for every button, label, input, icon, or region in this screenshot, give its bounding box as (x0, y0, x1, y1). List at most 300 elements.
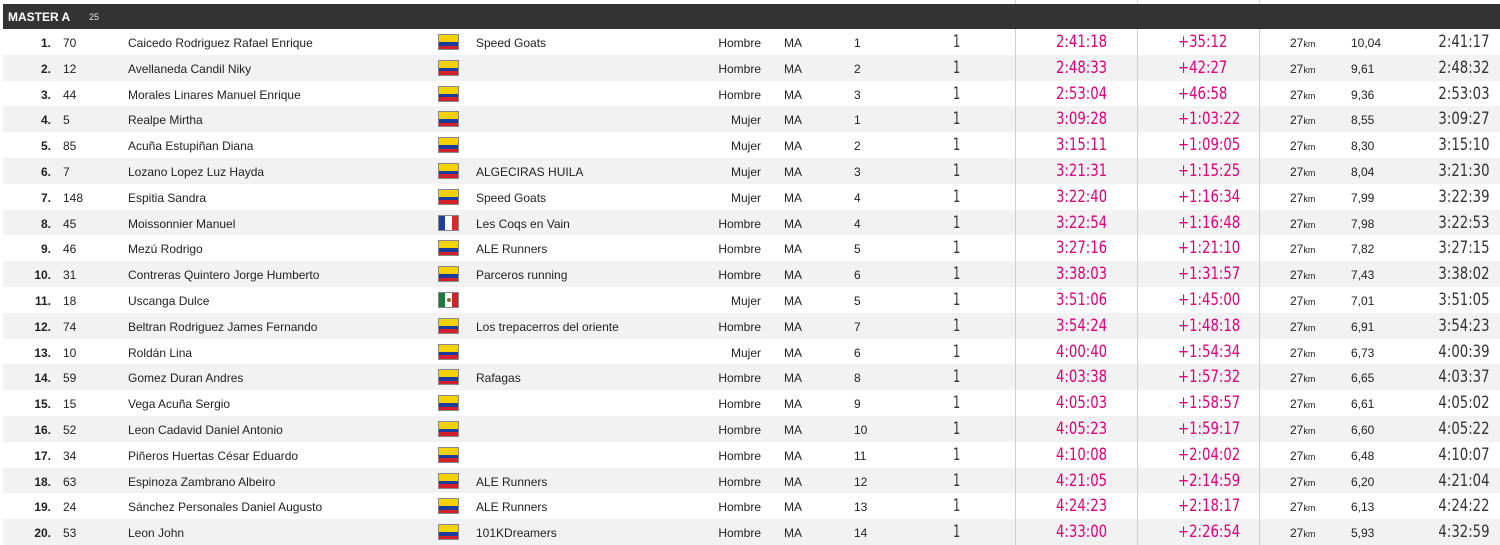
column-separator (1259, 261, 1260, 287)
distance-value: 27 (1290, 268, 1304, 283)
distance-unit: km (1303, 271, 1316, 282)
colombia-flag-icon (438, 189, 459, 205)
real-time: 3:51:05 (1438, 289, 1490, 310)
bib-number: 70 (63, 36, 77, 50)
colombia-flag-icon (438, 60, 459, 76)
race-time: 3:54:24 (1056, 315, 1108, 336)
race-time: 2:53:04 (1056, 83, 1108, 104)
colombia-flag-icon (438, 318, 459, 334)
race-time: 4:21:05 (1056, 470, 1108, 491)
club-name: Rafagas (476, 371, 521, 386)
column-separator (1259, 442, 1260, 468)
distance (1290, 475, 1315, 489)
column-separator (1015, 184, 1016, 210)
distance-unit: km (1303, 142, 1316, 153)
result-row[interactable] (3, 468, 1500, 494)
column-separator (1015, 132, 1016, 158)
time-gap: +2:26:54 (1178, 522, 1241, 543)
column-separator (1259, 106, 1260, 132)
gender: Mujer (730, 190, 761, 205)
time-gap: +1:57:32 (1178, 367, 1241, 388)
result-row[interactable] (3, 313, 1500, 339)
mexico-flag-icon (438, 292, 459, 308)
real-time: 4:24:22 (1438, 496, 1490, 517)
column-separator (1259, 29, 1260, 55)
speed: 7,98 (1351, 216, 1375, 231)
distance-value: 27 (1290, 190, 1304, 205)
colombia-flag-icon (438, 137, 459, 153)
club-name: Les Coqs en Vain (476, 216, 570, 231)
result-row[interactable] (3, 261, 1500, 287)
column-separator (1259, 364, 1260, 390)
race-time: 3:21:31 (1056, 160, 1108, 181)
distance-value: 27 (1290, 397, 1304, 412)
time-gap: +1:59:17 (1178, 418, 1241, 439)
bib-number: 12 (63, 61, 77, 76)
category-rank: 1 (854, 36, 861, 50)
distance-unit: km (1303, 503, 1316, 514)
result-row[interactable] (3, 184, 1500, 210)
distance (1290, 397, 1315, 411)
distance-value: 27 (1290, 139, 1304, 154)
bib-number: 10 (63, 345, 77, 360)
real-time: 4:10:07 (1438, 444, 1490, 465)
category-rank: 4 (854, 190, 861, 205)
speed: 10,04 (1351, 36, 1382, 50)
result-row[interactable] (3, 106, 1500, 132)
rank: 9. (40, 242, 51, 257)
column-separator (1015, 416, 1016, 442)
bib-number: 18 (63, 293, 77, 308)
category: MA (784, 190, 802, 205)
bib-number: 7 (63, 164, 70, 179)
time-gap: +2:14:59 (1178, 470, 1241, 491)
runner-name: Espitia Sandra (128, 190, 207, 205)
time-gap: +1:21:10 (1178, 238, 1241, 259)
gender: Hombre (718, 36, 761, 50)
column-separator (1259, 184, 1260, 210)
category: MA (784, 319, 802, 334)
rank: 5. (40, 139, 51, 154)
distance-unit: km (1303, 348, 1316, 359)
colombia-flag-icon (438, 266, 459, 282)
colombia-flag-icon (438, 344, 459, 360)
distance-value: 27 (1290, 526, 1304, 541)
laps: 1 (953, 315, 961, 336)
distance-value: 27 (1290, 113, 1304, 128)
column-separator (1137, 55, 1138, 81)
club-name: 101KDreamers (476, 526, 557, 541)
result-row[interactable] (3, 364, 1500, 390)
column-separator (1015, 29, 1016, 55)
runner-name: Realpe Mirtha (128, 113, 203, 128)
column-separator (1259, 468, 1260, 494)
distance-unit: km (1303, 477, 1316, 488)
rank: 15. (34, 397, 51, 412)
real-time: 4:21:04 (1438, 470, 1490, 491)
result-row[interactable] (3, 339, 1500, 365)
distance-unit: km (1303, 90, 1316, 101)
result-row[interactable] (3, 287, 1500, 313)
result-row[interactable] (3, 442, 1500, 468)
time-gap: +1:16:34 (1178, 186, 1241, 207)
column-separator (1259, 158, 1260, 184)
column-separator (1259, 287, 1260, 313)
time-gap: +46:58 (1178, 83, 1228, 104)
speed: 7,82 (1351, 242, 1375, 257)
speed: 9,36 (1351, 87, 1375, 102)
runner-name: Moissonnier Manuel (128, 216, 236, 231)
laps: 1 (953, 186, 961, 207)
runner-name: Mezú Rodrigo (128, 242, 203, 257)
time-gap: +1:48:18 (1178, 315, 1241, 336)
gender: Hombre (718, 422, 761, 437)
rank: 20. (34, 526, 51, 541)
column-separator (1015, 493, 1016, 519)
real-time: 3:38:02 (1438, 264, 1490, 285)
distance-unit: km (1303, 167, 1316, 178)
distance-value: 27 (1290, 216, 1304, 231)
club-name: Los trepacerros del oriente (476, 319, 619, 334)
speed: 6,48 (1351, 448, 1375, 463)
distance-unit: km (1303, 425, 1316, 436)
distance-value: 27 (1290, 61, 1304, 76)
category-rank: 1 (854, 113, 861, 128)
rank: 16. (34, 422, 51, 437)
runner-name: Gomez Duran Andres (128, 371, 244, 386)
distance-unit: km (1303, 400, 1316, 411)
distance-value: 27 (1290, 448, 1304, 463)
race-time: 3:22:54 (1056, 212, 1108, 233)
rank: 10. (34, 268, 51, 283)
time-gap: +1:15:25 (1178, 160, 1241, 181)
category-rank: 9 (854, 397, 861, 412)
column-separator (1015, 442, 1016, 468)
real-time: 3:15:10 (1438, 135, 1490, 156)
column-separator (1015, 210, 1016, 236)
column-separator (1259, 210, 1260, 236)
distance-unit: km (1303, 245, 1316, 256)
distance-value: 27 (1290, 319, 1304, 334)
club-name: Speed Goats (476, 190, 547, 205)
race-time: 4:00:40 (1056, 341, 1108, 362)
rank: 1. (40, 36, 51, 50)
category-rank: 5 (854, 293, 861, 308)
distance (1290, 526, 1315, 540)
column-separator (1015, 364, 1016, 390)
colombia-flag-icon (438, 421, 459, 437)
gender: Hombre (718, 242, 761, 257)
column-separator (1259, 55, 1260, 81)
distance (1290, 371, 1315, 385)
column-separator (1137, 493, 1138, 519)
gender: Hombre (718, 371, 761, 386)
distance-unit: km (1303, 193, 1316, 204)
colombia-flag-icon (438, 498, 459, 514)
category-rank: 13 (854, 500, 868, 515)
real-time: 2:41:17 (1438, 32, 1490, 52)
colombia-flag-icon (438, 111, 459, 127)
bib-number: 63 (63, 474, 77, 489)
runner-name: Lozano Lopez Luz Hayda (128, 164, 265, 179)
bib-number: 31 (63, 268, 77, 283)
rank: 4. (40, 113, 51, 128)
distance (1290, 423, 1315, 437)
bib-number: 34 (63, 448, 77, 463)
time-gap: +1:54:34 (1178, 341, 1241, 362)
column-separator (1137, 106, 1138, 132)
distance (1290, 139, 1315, 153)
result-row[interactable] (3, 132, 1500, 158)
category: MA (784, 216, 802, 231)
column-separator (1015, 261, 1016, 287)
column-separator (1137, 364, 1138, 390)
rank: 2. (40, 61, 51, 76)
distance (1290, 217, 1315, 231)
speed: 6,20 (1351, 474, 1375, 489)
gender: Hombre (718, 61, 761, 76)
gender: Hombre (718, 216, 761, 231)
real-time: 3:27:15 (1438, 238, 1490, 259)
runner-name: Morales Linares Manuel Enrique (128, 87, 301, 102)
race-time: 2:48:33 (1056, 57, 1108, 78)
speed: 5,93 (1351, 526, 1375, 541)
real-time: 3:22:53 (1438, 212, 1490, 233)
rank: 14. (34, 371, 51, 386)
gender: Hombre (718, 500, 761, 515)
distance (1290, 242, 1315, 256)
column-separator (1259, 235, 1260, 261)
distance-value: 27 (1290, 422, 1304, 437)
gender: Mujer (730, 139, 761, 154)
result-row[interactable] (3, 210, 1500, 236)
laps: 1 (953, 238, 961, 259)
laps: 1 (953, 289, 961, 310)
real-time: 2:48:32 (1438, 57, 1490, 78)
column-separator (1137, 313, 1138, 339)
category: MA (784, 139, 802, 154)
category-rank: 4 (854, 216, 861, 231)
distance-unit: km (1303, 64, 1316, 75)
distance-value: 27 (1290, 345, 1304, 360)
column-separator (1137, 416, 1138, 442)
colombia-flag-icon (438, 473, 459, 489)
real-time: 4:00:39 (1438, 341, 1490, 362)
category: MA (784, 36, 802, 50)
column-separator (1259, 519, 1260, 545)
bib-number: 74 (63, 319, 77, 334)
real-time: 3:22:39 (1438, 186, 1490, 207)
category: MA (784, 242, 802, 257)
rank: 11. (34, 293, 51, 308)
time-gap: +1:45:00 (1178, 289, 1241, 310)
speed: 8,30 (1351, 139, 1375, 154)
distance (1290, 165, 1315, 179)
gender: Hombre (718, 87, 761, 102)
rank: 13. (34, 345, 51, 360)
column-separator (1137, 390, 1138, 416)
time-gap: +1:09:05 (1178, 135, 1241, 156)
runner-name: Uscanga Dulce (128, 293, 210, 308)
column-separator (1137, 287, 1138, 313)
laps: 1 (953, 160, 961, 181)
column-separator (1259, 493, 1260, 519)
bib-number: 85 (63, 139, 77, 154)
distance-value: 27 (1290, 87, 1304, 102)
category-rank: 6 (854, 345, 861, 360)
speed: 7,43 (1351, 268, 1375, 283)
category: MA (784, 474, 802, 489)
distance-unit: km (1303, 219, 1316, 230)
runner-name: Leon Cadavid Daniel Antonio (128, 422, 283, 437)
column-separator (1259, 313, 1260, 339)
colombia-flag-icon (438, 524, 459, 540)
results-table (3, 29, 1500, 545)
distance-value: 27 (1290, 371, 1304, 386)
column-separator (1137, 468, 1138, 494)
result-row[interactable] (3, 416, 1500, 442)
rank: 17. (34, 448, 51, 463)
club-name: Parceros running (476, 268, 568, 283)
category: MA (784, 371, 802, 386)
laps: 1 (953, 367, 961, 388)
category-rank: 2 (854, 139, 861, 154)
distance-unit: km (1303, 322, 1316, 333)
speed: 8,55 (1351, 113, 1375, 128)
distance-value: 27 (1290, 474, 1304, 489)
column-separator (1137, 81, 1138, 107)
speed: 7,99 (1351, 190, 1375, 205)
time-gap: +2:18:17 (1178, 496, 1241, 517)
club-name: ALGECIRAS HUILA (476, 164, 584, 179)
runner-name: Vega Acuña Sergio (128, 397, 231, 412)
result-row[interactable] (3, 390, 1500, 416)
france-flag-icon (438, 215, 459, 231)
bib-number: 45 (63, 216, 77, 231)
time-gap: +35:12 (1178, 32, 1228, 52)
result-row[interactable] (3, 81, 1500, 107)
time-gap: +1:31:57 (1178, 264, 1241, 285)
real-time: 4:05:02 (1438, 393, 1490, 414)
distance (1290, 320, 1315, 334)
gender: Hombre (718, 397, 761, 412)
speed: 6,13 (1351, 500, 1375, 515)
distance (1290, 191, 1315, 205)
distance-value: 27 (1290, 293, 1304, 308)
runner-name: Leon John (128, 526, 185, 541)
bib-number: 52 (63, 422, 77, 437)
result-row[interactable] (3, 235, 1500, 261)
real-time: 4:03:37 (1438, 367, 1490, 388)
race-time: 3:09:28 (1056, 109, 1108, 130)
laps: 1 (953, 32, 961, 52)
column-separator (1015, 287, 1016, 313)
race-time: 3:22:40 (1056, 186, 1108, 207)
real-time: 4:32:59 (1438, 522, 1490, 543)
distance-unit: km (1303, 116, 1316, 127)
category: MA (784, 113, 802, 128)
time-gap: +1:16:48 (1178, 212, 1241, 233)
bib-number: 53 (63, 526, 77, 541)
distance (1290, 346, 1315, 360)
category-count: 25 (89, 12, 100, 22)
bib-number: 24 (63, 500, 77, 515)
club-name: ALE Runners (476, 474, 548, 489)
laps: 1 (953, 341, 961, 362)
speed: 7,01 (1351, 293, 1375, 308)
distance-value: 27 (1290, 36, 1304, 50)
category-rank: 11 (854, 448, 867, 463)
laps: 1 (953, 109, 961, 130)
laps: 1 (953, 264, 961, 285)
category: MA (784, 164, 802, 179)
speed: 6,91 (1351, 319, 1375, 334)
real-time: 3:09:27 (1438, 109, 1490, 130)
result-row[interactable] (3, 519, 1500, 545)
laps: 1 (953, 496, 961, 517)
colombia-flag-icon (438, 395, 459, 411)
race-time: 3:51:06 (1056, 289, 1108, 310)
speed: 6,73 (1351, 345, 1375, 360)
category: MA (784, 61, 802, 76)
category: MA (784, 87, 802, 102)
category-header (3, 4, 1500, 29)
result-row[interactable] (3, 55, 1500, 81)
gender: Hombre (718, 448, 761, 463)
race-time: 4:24:23 (1056, 496, 1108, 517)
laps: 1 (953, 470, 961, 491)
distance-unit: km (1303, 451, 1316, 462)
race-time: 3:27:16 (1056, 238, 1108, 259)
column-separator (1137, 210, 1138, 236)
column-separator (1259, 81, 1260, 107)
bib-number: 44 (63, 87, 77, 102)
time-gap: +2:04:02 (1178, 444, 1241, 465)
result-row[interactable] (3, 493, 1500, 519)
gender: Mujer (730, 293, 761, 308)
distance-unit: km (1303, 39, 1316, 49)
category-rank: 14 (854, 526, 868, 541)
rank: 6. (40, 164, 51, 179)
column-separator (1015, 106, 1016, 132)
distance (1290, 294, 1315, 308)
laps: 1 (953, 212, 961, 233)
colombia-flag-icon (438, 447, 459, 463)
column-separator (1015, 339, 1016, 365)
runner-name: Sánchez Personales Daniel Augusto (128, 500, 323, 515)
category: MA (784, 293, 802, 308)
laps: 1 (953, 57, 961, 78)
gender: Hombre (718, 474, 761, 489)
gender: Hombre (718, 526, 761, 541)
category: MA (784, 448, 802, 463)
bib-number: 46 (63, 242, 77, 257)
rank: 8. (40, 216, 51, 231)
race-time: 4:10:08 (1056, 444, 1108, 465)
laps: 1 (953, 418, 961, 439)
result-row[interactable] (3, 29, 1500, 55)
laps: 1 (953, 135, 961, 156)
laps: 1 (953, 393, 961, 414)
distance (1290, 88, 1315, 102)
category-rank: 6 (854, 268, 861, 283)
time-gap: +42:27 (1178, 57, 1228, 78)
result-row[interactable] (3, 158, 1500, 184)
distance-unit: km (1303, 296, 1316, 307)
column-separator (1259, 132, 1260, 158)
column-separator (1137, 184, 1138, 210)
distance (1290, 62, 1315, 76)
